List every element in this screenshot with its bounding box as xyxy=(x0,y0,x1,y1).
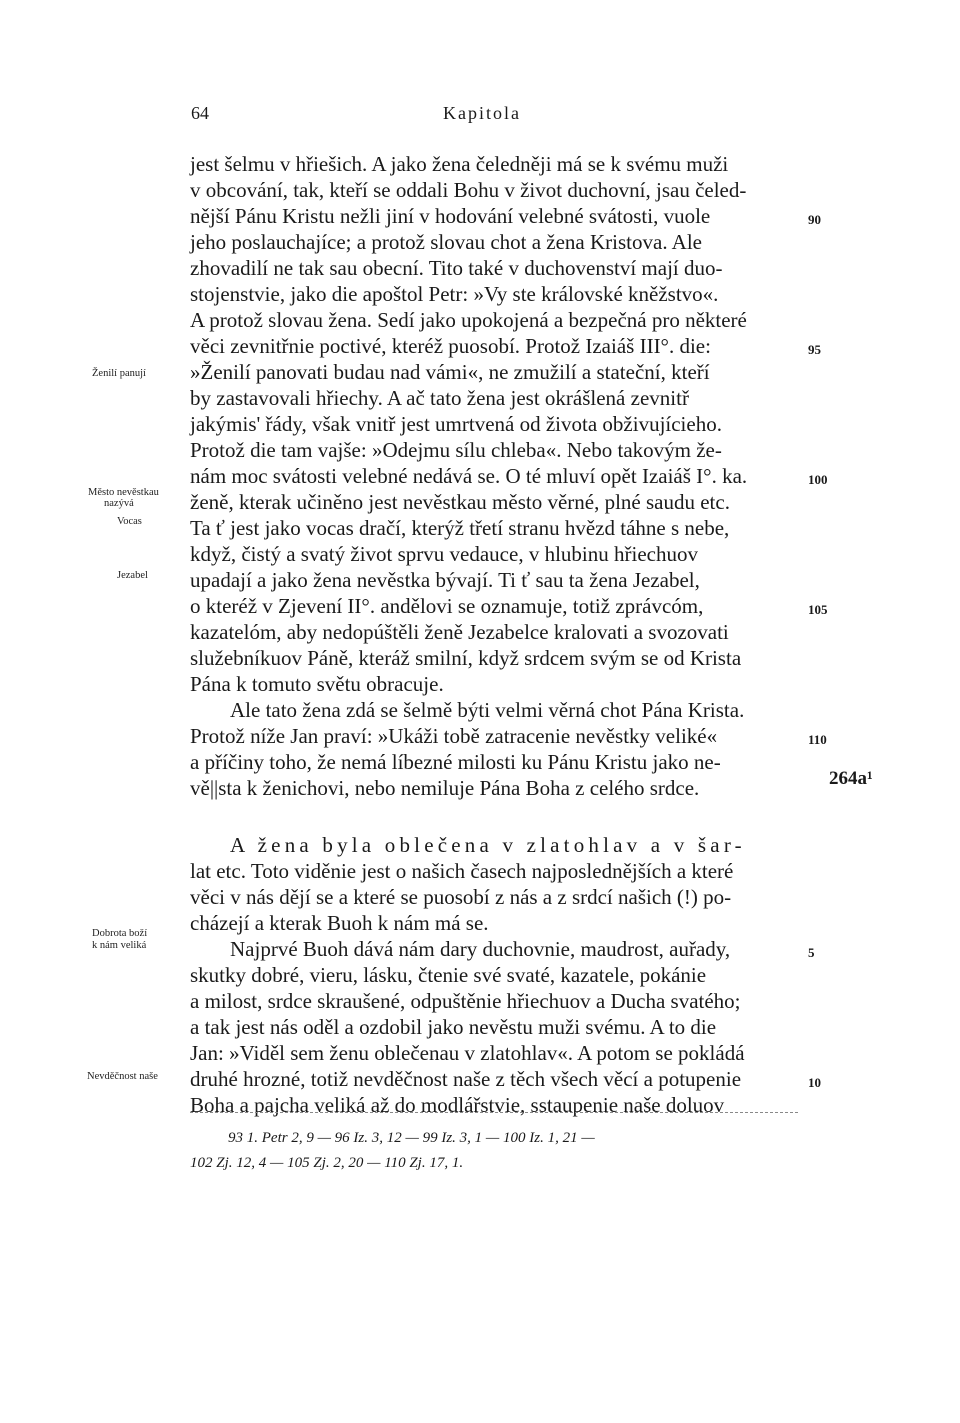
text-line: by zastavovali hřiechy. A ač tato žena jest okrášlená zevnitř xyxy=(190,386,689,410)
marginal-note: Dobrota boží xyxy=(92,928,148,939)
text-line-spaced: A žena byla oblečena v zlatohlav a v šar- xyxy=(230,833,746,857)
text-line: Boha a pajcha veliká až do modlářstvie, sstaupenie naše doluov xyxy=(190,1093,725,1117)
marginal-note: nazývá xyxy=(104,498,134,509)
text-line: zhovadilí ne tak sau obecní. Tito také v duchovenství mají duo- xyxy=(190,256,723,280)
text-line: a milost, srdce skraušené, odpuštěnie hřiechuov a Ducha svatého; xyxy=(190,989,741,1013)
text-line: jeho poslauchajíce; a protož slovau chot a žena Kristova. Ale xyxy=(190,230,702,254)
text-line: Jan: »Viděl sem ženu oblečenau v zlatohlav«. A potom se pokládá xyxy=(190,1041,745,1065)
text-line: když, čistý a svatý život sprvu vedauce, v hlubinu hřiechuov xyxy=(190,542,698,566)
marginal-note: Jezabel xyxy=(117,570,148,581)
line-number: 110 xyxy=(808,732,827,747)
text-line: nější Pánu Kristu nežli jiní v hodování velebné svátosti, vuole xyxy=(190,204,711,228)
text-line: jakýmis' řády, však vnitř jest umrtvená od života obživujícieho. xyxy=(190,412,722,436)
marginal-note: Nevděčnost naše xyxy=(87,1071,158,1082)
text-line: A protož slovau žena. Sedí jako upokojená a bezpečná pro některé xyxy=(190,308,747,332)
page-number: 64 xyxy=(191,103,209,123)
footnote-divider xyxy=(190,1112,798,1113)
text-line: druhé hrozné, totiž nevděčnost naše z těch všech věcí a potupenie xyxy=(190,1067,742,1091)
text-line: upadají a jako žena nevěstka bývají. Ti ť sau ta žena Jezabel, xyxy=(190,568,700,592)
line-number: 10 xyxy=(808,1075,821,1090)
text-line: cházejí a kterak Buoh k nám má se. xyxy=(190,911,489,935)
marginal-note: Vocas xyxy=(117,516,142,527)
text-line: vě||sta k ženichovi, nebo nemiluje Pána Boha z celého srdce. xyxy=(190,776,700,800)
marginal-note: k nám veliká xyxy=(92,940,147,951)
text-line: »Ženilí panovati budau nad vámi«, ne zmužilí a stateční, kteří xyxy=(190,360,710,384)
folio-mark: 264a¹ xyxy=(829,768,873,789)
text-line: jest šelmu v hřiešich. A jako žena čeledněji má se k svému muži xyxy=(190,152,729,176)
line-number: 95 xyxy=(808,342,821,357)
line-number: 105 xyxy=(808,602,828,617)
text-line: služebníkuov Páně, kteráž smilní, když srdcem svým se od Krista xyxy=(190,646,742,670)
footnote-line: 102 Zj. 12, 4 — 105 Zj. 2, 20 — 110 Zj. 17, 1. xyxy=(190,1155,464,1171)
text-line: nám moc svátosti velebné nedává se. O té mluví opět Izaiáš I°. ka. xyxy=(190,464,748,488)
text-line: a tak jest nás oděl a ozdobil jako nevěstu muži svému. A to die xyxy=(190,1015,717,1039)
text-line: ženě, kterak učiněno jest nevěstkau město věrné, plné saudu etc. xyxy=(190,490,730,514)
text-line: stojenstvie, jako die apoštol Petr: »Vy ste královské kněžstvo«. xyxy=(190,282,719,306)
text-line: Protož die tam vajše: »Odejmu sílu chleba«. Nebo takovým že- xyxy=(190,438,722,462)
text-line: Ta ť jest jako vocas dračí, kterýž třetí stranu hvězd táhne s nebe, xyxy=(190,516,730,540)
line-number: 90 xyxy=(808,212,821,227)
marginal-note: Město nevěstkau xyxy=(88,487,159,498)
text-line: lat etc. Toto viděnie jest o našich časech najposlednějších a které xyxy=(190,859,734,883)
text-line: Ale tato žena zdá se šelmě býti velmi věrná chot Pána Krista. xyxy=(230,698,745,722)
text-line: věci zevnitřnie poctivé, kteréž puosobí. Protož Izaiáš III°. die: xyxy=(190,334,711,358)
text-line: kazatelóm, aby nedopúštěli ženě Jezabelce kralovati a svozovati xyxy=(190,620,729,644)
text-line: Najprvé Buoh dává nám dary duchovnie, maudrost, auřady, xyxy=(230,937,731,961)
text-line: věci v nás dějí se a které se puosobí z nás a z srdcí našich (!) po- xyxy=(190,885,732,909)
text-line: o kteréž v Zjevení II°. andělovi se oznamuje, totiž zprávcóm, xyxy=(190,594,704,618)
footnote-line: 93 1. Petr 2, 9 — 96 Iz. 3, 12 — 99 Iz. 3, 1 — 100 Iz. 1, 21 — xyxy=(228,1130,595,1146)
marginal-note: Ženilí panují xyxy=(92,368,146,379)
line-number: 100 xyxy=(808,472,828,487)
text-line: Protož níže Jan praví: »Ukáži tobě zatracenie nevěstky veliké« xyxy=(190,724,718,748)
text-line: Pána k tomuto světu obracuje. xyxy=(190,672,444,696)
text-line: a příčiny toho, že nemá líbezné milosti ku Pánu Kristu jako ne- xyxy=(190,750,721,774)
text-line: skutky dobré, vieru, lásku, čtenie své svaté, kazatele, pokánie xyxy=(190,963,707,987)
line-number: 5 xyxy=(808,945,815,960)
text-line: v obcování, tak, kteří se oddali Bohu v život duchovní, jsau čeled- xyxy=(190,178,747,202)
running-head: Kapitola xyxy=(443,103,521,123)
